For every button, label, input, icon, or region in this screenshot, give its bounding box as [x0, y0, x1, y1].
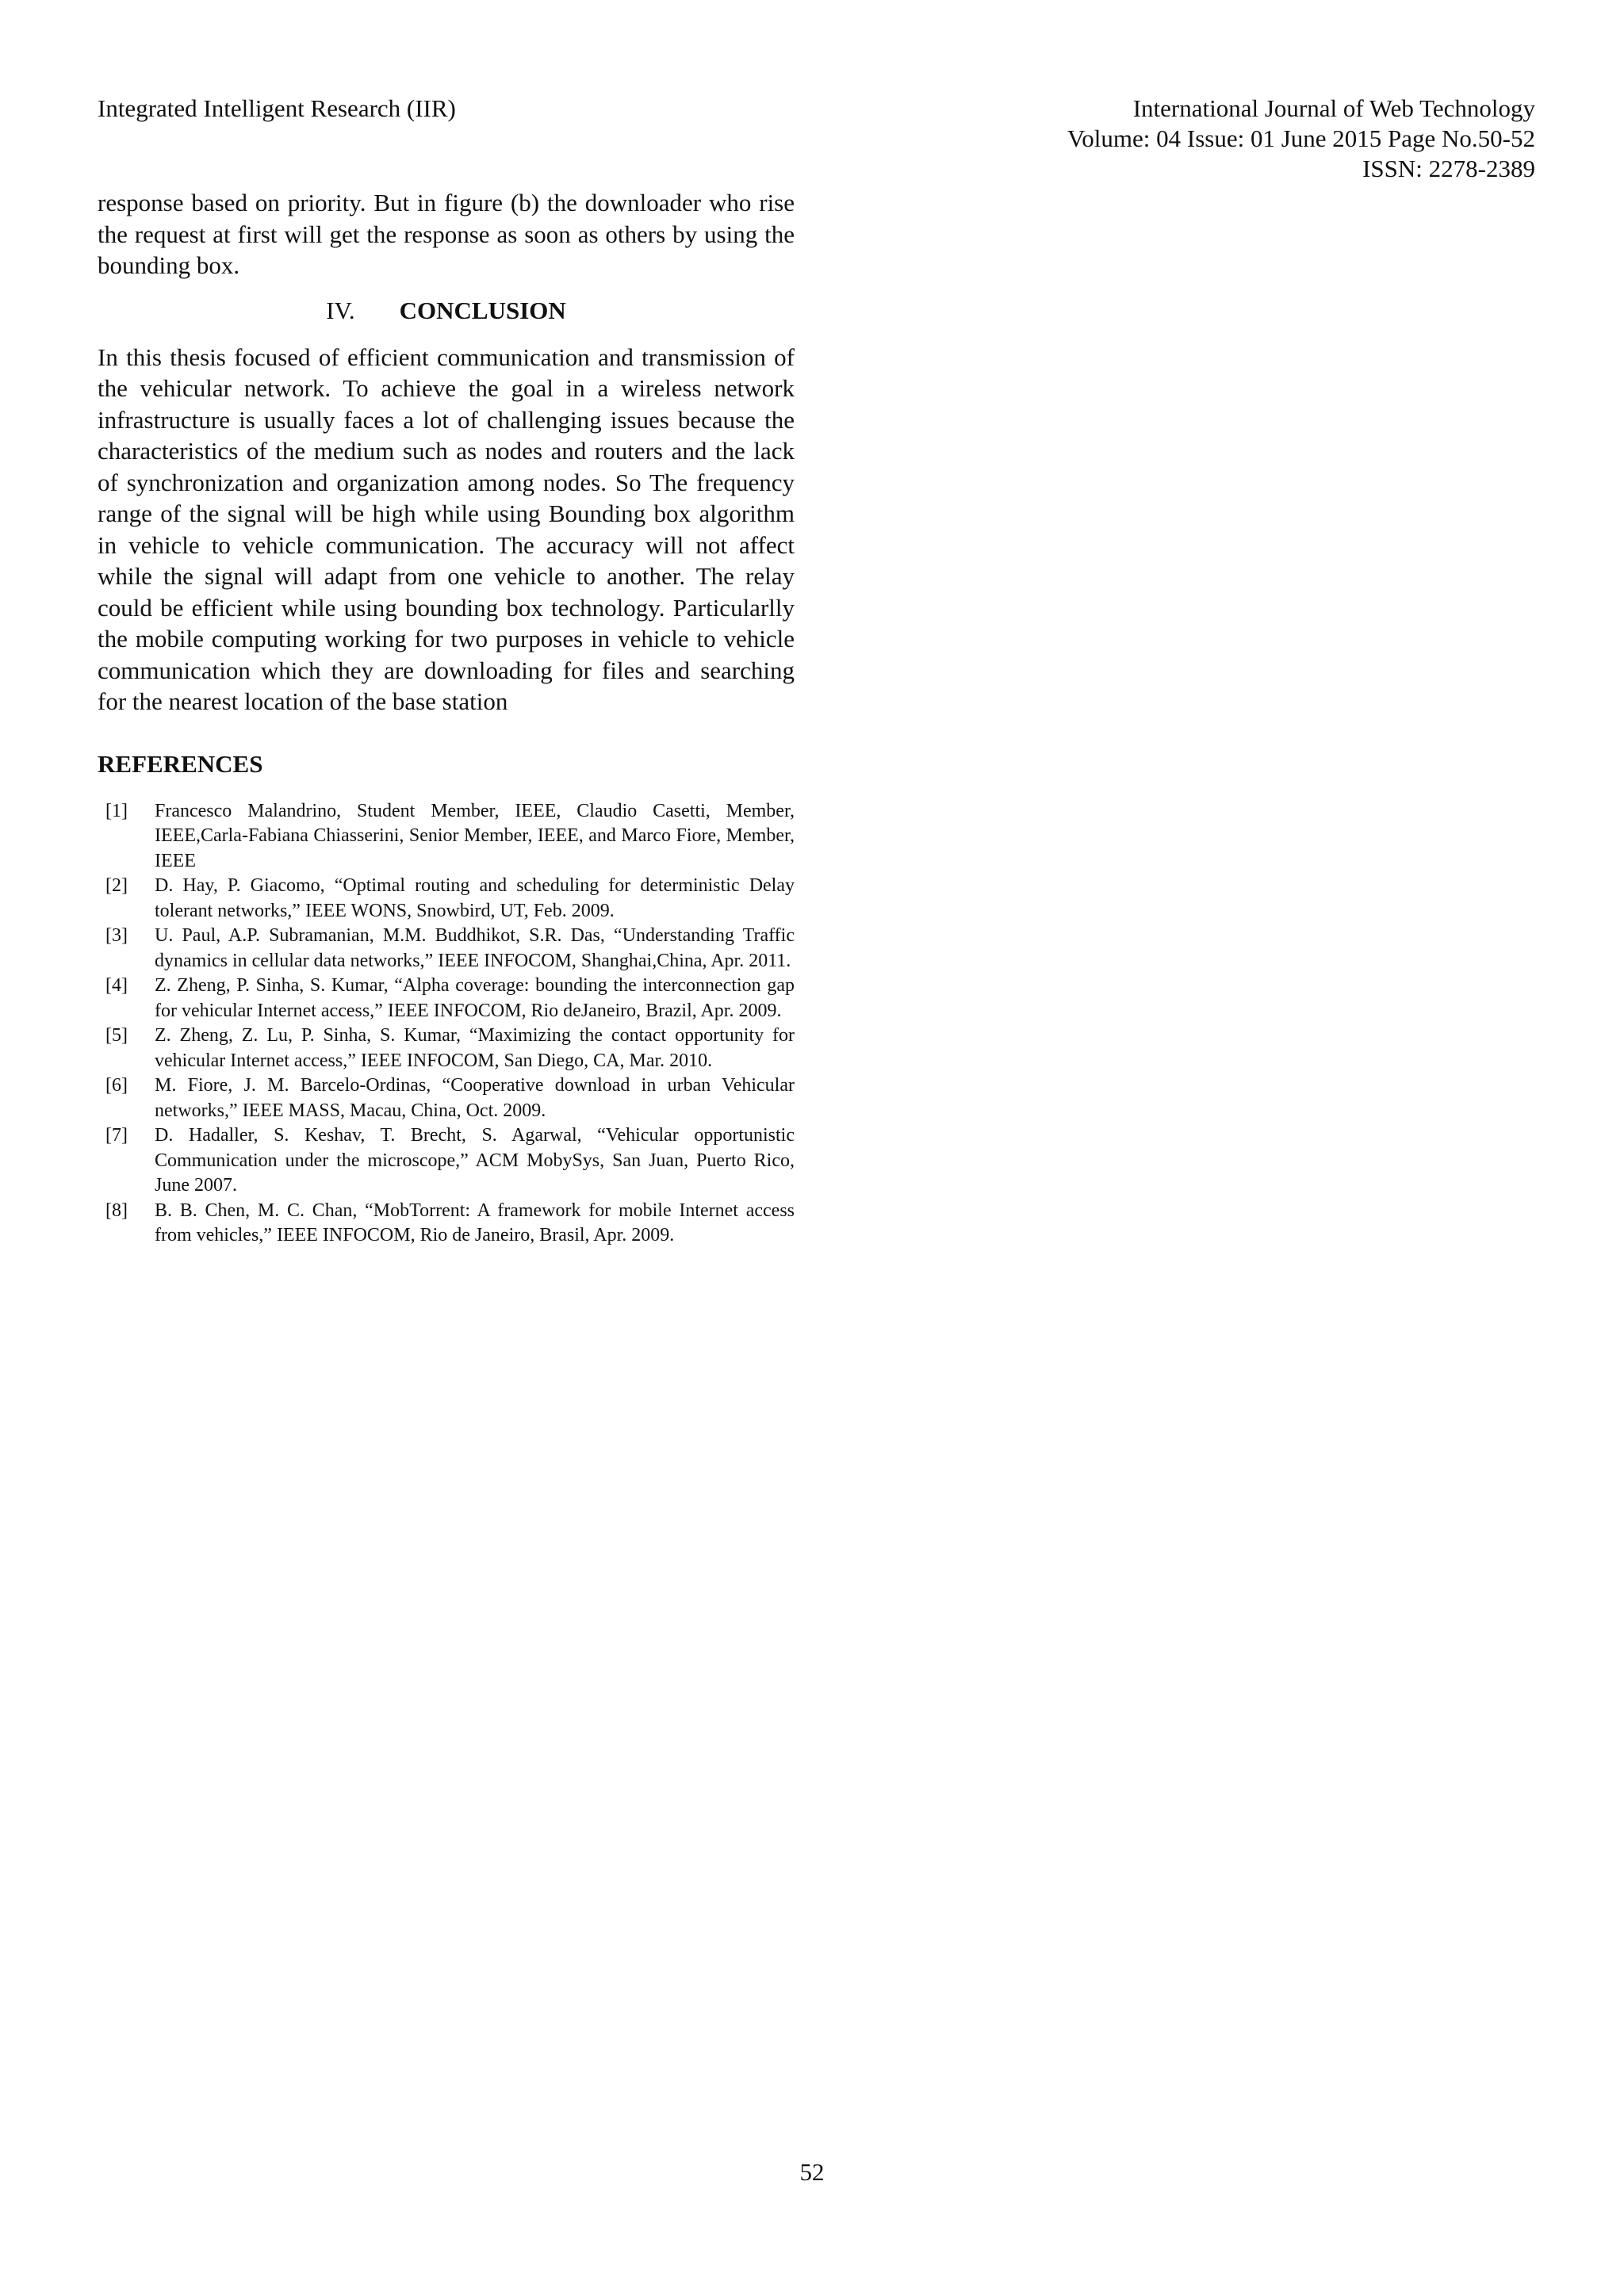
left-column	[98, 187, 795, 1249]
reference-text: U. Paul, A.P. Subramanian, M.M. Buddhikot, S.R. Das, “Understanding Traffic dynamics in cellular data networks,” IEEE INFOCOM, Shanghai,China, Apr. 2011.	[155, 925, 795, 971]
reference-number: [7]	[105, 1125, 128, 1146]
reference-number: [4]	[105, 975, 128, 996]
reference-number: [6]	[105, 1075, 128, 1096]
reference-item	[98, 924, 795, 974]
conclusion-paragraph: In this thesis focused of efficient communication and transmission of the vehicular network. To achieve the goal in a wireless network infrastructure is usually faces a lot of challenging issues because the characteristics of the medium such as nodes and routers and the lack of synchronization and organization among nodes. So The frequency range of the signal will be high while using Bounding box algorithm in vehicle to vehicle communication. The accuracy will not affect while the signal will adapt from one vehicle to another. The relay could be efficient while using bounding box technology. Particularlly the mobile computing working for two purposes in vehicle to vehicle communication which they are downloading for files and searching for the nearest location of the base station	[98, 342, 795, 715]
intro-paragraph: response based on priority. But in figure (b) the downloader who rise the request at first will get the response as soon as others by using the bounding box.	[98, 189, 795, 279]
reference-text: Z. Zheng, P. Sinha, S. Kumar, “Alpha coverage: bounding the interconnection gap for vehicular Internet access,” IEEE INFOCOM, Rio deJaneiro, Brazil, Apr. 2009.	[155, 975, 795, 1021]
reference-text: Z. Zheng, Z. Lu, P. Sinha, S. Kumar, “Maximizing the contact opportunity for vehicular Internet access,” IEEE INFOCOM, San Diego, CA, Mar. 2010.	[155, 1025, 795, 1071]
references-heading: REFERENCES	[98, 749, 263, 778]
running-header-right	[1067, 94, 1535, 184]
reference-item	[98, 1024, 795, 1073]
reference-number: [2]	[105, 875, 128, 896]
reference-text: D. Hay, P. Giacomo, “Optimal routing and scheduling for deterministic Delay tolerant networks,” IEEE WONS, Snowbird, UT, Feb. 2009.	[155, 875, 795, 921]
reference-item	[98, 1199, 795, 1249]
issn-line: ISSN: 2278-2389	[1362, 155, 1535, 182]
reference-number: [3]	[105, 925, 128, 946]
reference-item	[98, 874, 795, 924]
reference-item	[98, 799, 795, 874]
reference-item	[98, 1073, 795, 1123]
reference-text: Francesco Malandrino, Student Member, IEEE, Claudio Casetti, Member, IEEE,Carla-Fabiana Chiasserini, Senior Member, IEEE, and Marco Fiore, Member, IEEE	[155, 800, 795, 871]
section-title: CONCLUSION	[399, 296, 566, 324]
reference-text: B. B. Chen, M. C. Chan, “MobTorrent: A framework for mobile Internet access from vehicles,” IEEE INFOCOM, Rio de Janeiro, Brasil, Apr. 2009.	[155, 1200, 795, 1246]
conclusion-heading	[98, 295, 795, 327]
journal-name: International Journal of Web Technology	[1132, 94, 1535, 122]
reference-item	[98, 1123, 795, 1199]
reference-number: [5]	[105, 1025, 128, 1046]
page-number: 52	[799, 2158, 825, 2186]
reference-number: [1]	[105, 800, 128, 821]
reference-list	[98, 799, 795, 1249]
reference-item	[98, 974, 795, 1024]
section-number: IV.	[326, 296, 355, 324]
reference-text: M. Fiore, J. M. Barcelo-Ordinas, “Cooperative download in urban Vehicular networks,” IEEE MASS, Macau, China, Oct. 2009.	[155, 1075, 795, 1121]
reference-number: [8]	[105, 1200, 128, 1221]
running-header-left: Integrated Intelligent Research (IIR)	[98, 94, 456, 122]
volume-issue-line: Volume: 04 Issue: 01 June 2015 Page No.50-52	[1067, 124, 1535, 152]
reference-text: D. Hadaller, S. Keshav, T. Brecht, S. Agarwal, “Vehicular opportunistic Communication under the microscope,” ACM MobySys, San Juan, Puerto Rico, June 2007.	[155, 1125, 795, 1196]
